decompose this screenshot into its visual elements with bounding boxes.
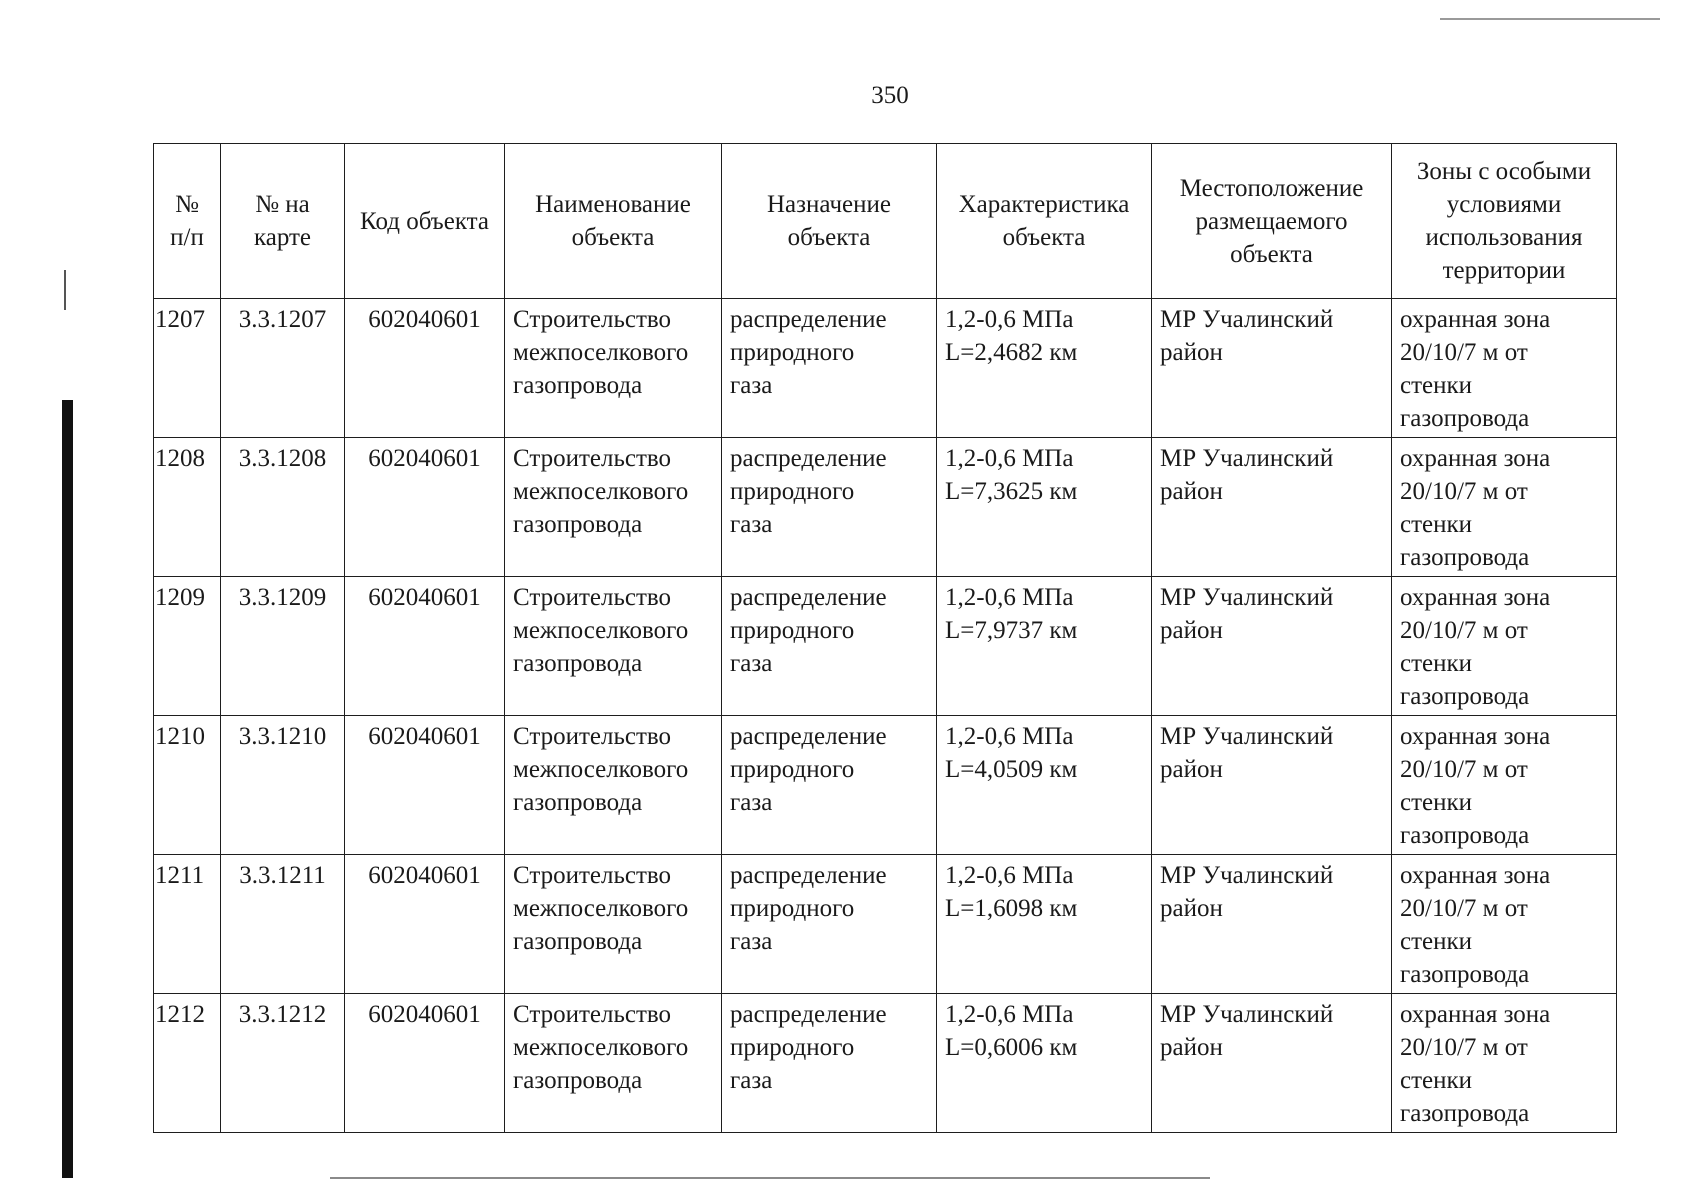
cell-line: распределение bbox=[730, 584, 887, 611]
cell-line: стенки bbox=[1400, 1067, 1473, 1094]
cell-object-location bbox=[1152, 994, 1392, 1133]
cell-line: стенки bbox=[1400, 928, 1473, 955]
cell-line: стенки bbox=[1400, 511, 1473, 538]
cell-object-code: 602040601 bbox=[345, 299, 505, 438]
cell-line: природного bbox=[730, 756, 855, 783]
cell-line: охранная зона bbox=[1400, 723, 1551, 750]
cell-special-zones bbox=[1392, 577, 1617, 716]
cell-line: распределение bbox=[730, 1001, 887, 1028]
objects-table bbox=[153, 143, 1617, 1133]
cell-line: газопровода bbox=[513, 789, 643, 816]
cell-map-number: 3.3.1208 bbox=[221, 438, 345, 577]
cell-line: газопровода bbox=[1400, 1100, 1530, 1127]
cell-line: газопровода bbox=[513, 372, 643, 399]
cell-line: L=4,0509 км bbox=[945, 756, 1078, 783]
header-line: территории bbox=[1442, 257, 1566, 284]
cell-object-purpose bbox=[722, 438, 937, 577]
cell-num: 1210 bbox=[154, 716, 221, 855]
cell-line: 20/10/7 м от bbox=[1400, 1034, 1528, 1061]
cell-object-code: 602040601 bbox=[345, 855, 505, 994]
cell-line: 1,2-0,6 МПа bbox=[945, 862, 1074, 889]
col-header-name bbox=[505, 144, 722, 299]
cell-line: Строительство bbox=[513, 1001, 672, 1028]
cell-line: природного bbox=[730, 895, 855, 922]
cell-line: Строительство bbox=[513, 723, 672, 750]
cell-special-zones bbox=[1392, 716, 1617, 855]
cell-object-name bbox=[505, 855, 722, 994]
header-line: Характеристика bbox=[958, 191, 1130, 218]
cell-line: охранная зона bbox=[1400, 862, 1551, 889]
cell-line: МР Учалинский bbox=[1160, 306, 1334, 333]
col-header-code bbox=[345, 144, 505, 299]
header-line: размещаемого bbox=[1195, 207, 1348, 235]
cell-line: Строительство bbox=[513, 862, 672, 889]
cell-line: L=7,3625 км bbox=[945, 478, 1078, 505]
cell-line: 1,2-0,6 МПа bbox=[945, 445, 1074, 472]
cell-line: межпоселкового bbox=[513, 1034, 689, 1061]
cell-line: газа bbox=[730, 789, 773, 816]
cell-special-zones bbox=[1392, 994, 1617, 1133]
cell-line: охранная зона bbox=[1400, 306, 1551, 333]
header-line: Местоположение bbox=[1179, 174, 1364, 202]
col-header-zones bbox=[1392, 144, 1617, 299]
table-row bbox=[154, 577, 1617, 716]
cell-object-characteristic bbox=[937, 855, 1152, 994]
cell-object-name bbox=[505, 994, 722, 1133]
cell-line: Строительство bbox=[513, 306, 672, 333]
cell-object-purpose bbox=[722, 577, 937, 716]
cell-line: МР Учалинский bbox=[1160, 862, 1334, 889]
cell-line: охранная зона bbox=[1400, 1001, 1551, 1028]
cell-line: 1,2-0,6 МПа bbox=[945, 306, 1074, 333]
cell-line: распределение bbox=[730, 862, 887, 889]
cell-line: Строительство bbox=[513, 445, 672, 472]
cell-object-characteristic bbox=[937, 716, 1152, 855]
cell-map-number: 3.3.1211 bbox=[221, 855, 345, 994]
table-row bbox=[154, 299, 1617, 438]
header-line: Наименование bbox=[535, 191, 691, 218]
cell-map-number: 3.3.1207 bbox=[221, 299, 345, 438]
cell-line: газопровода bbox=[1400, 544, 1530, 571]
cell-object-purpose bbox=[722, 299, 937, 438]
header-line: объекта bbox=[787, 224, 871, 251]
cell-line: L=1,6098 км bbox=[945, 895, 1078, 922]
cell-line: газопровода bbox=[1400, 405, 1530, 432]
cell-object-code: 602040601 bbox=[345, 577, 505, 716]
cell-object-name bbox=[505, 577, 722, 716]
cell-object-location bbox=[1152, 577, 1392, 716]
cell-line: природного bbox=[730, 339, 855, 366]
cell-line: газа bbox=[730, 1067, 773, 1094]
header-line: Назначение bbox=[766, 191, 892, 218]
cell-line: МР Учалинский bbox=[1160, 723, 1334, 750]
cell-line: 20/10/7 м от bbox=[1400, 895, 1528, 922]
cell-line: 20/10/7 м от bbox=[1400, 478, 1528, 505]
cell-object-purpose bbox=[722, 855, 937, 994]
header-line: объекта bbox=[1230, 240, 1313, 268]
cell-special-zones bbox=[1392, 438, 1617, 577]
cell-line: 20/10/7 м от bbox=[1400, 617, 1528, 644]
col-header-location bbox=[1152, 144, 1392, 299]
scan-edge-line-top bbox=[1440, 18, 1660, 20]
cell-line: природного bbox=[730, 1034, 855, 1061]
cell-line: газа bbox=[730, 650, 773, 677]
cell-object-name bbox=[505, 299, 722, 438]
header-line: объекта bbox=[1002, 224, 1086, 251]
cell-special-zones bbox=[1392, 855, 1617, 994]
cell-line: газопровода bbox=[1400, 683, 1530, 710]
cell-line: 1,2-0,6 МПа bbox=[945, 584, 1074, 611]
cell-line: природного bbox=[730, 617, 855, 644]
cell-num: 1209 bbox=[154, 577, 221, 716]
header-row bbox=[154, 144, 1617, 299]
header-line: объекта bbox=[571, 224, 655, 251]
cell-line: МР Учалинский bbox=[1160, 1001, 1334, 1028]
cell-object-characteristic bbox=[937, 438, 1152, 577]
cell-special-zones bbox=[1392, 299, 1617, 438]
col-header-num bbox=[154, 144, 221, 299]
cell-map-number: 3.3.1212 bbox=[221, 994, 345, 1133]
cell-object-purpose bbox=[722, 716, 937, 855]
cell-object-purpose bbox=[722, 994, 937, 1133]
col-header-purpose bbox=[722, 144, 937, 299]
header-line: № bbox=[175, 191, 199, 218]
cell-object-location bbox=[1152, 855, 1392, 994]
cell-line: газопровода bbox=[1400, 822, 1530, 849]
cell-object-characteristic bbox=[937, 994, 1152, 1133]
scan-edge-bar-left bbox=[62, 400, 73, 1178]
cell-num: 1208 bbox=[154, 438, 221, 577]
cell-object-location bbox=[1152, 299, 1392, 438]
header-line: Зоны с особыми bbox=[1416, 158, 1592, 185]
cell-line: газопровода bbox=[1400, 961, 1530, 988]
cell-line: газа bbox=[730, 928, 773, 955]
cell-line: межпоселкового bbox=[513, 478, 689, 505]
table-header bbox=[154, 144, 1617, 299]
cell-object-characteristic bbox=[937, 299, 1152, 438]
table-row bbox=[154, 438, 1617, 577]
header-line: № на bbox=[255, 191, 310, 218]
page-number: 350 bbox=[871, 82, 909, 109]
cell-line: Строительство bbox=[513, 584, 672, 611]
cell-line: МР Учалинский bbox=[1160, 445, 1334, 472]
cell-line: МР Учалинский bbox=[1160, 584, 1334, 611]
cell-num: 1211 bbox=[154, 855, 221, 994]
cell-line: природного bbox=[730, 478, 855, 505]
cell-object-characteristic bbox=[937, 577, 1152, 716]
cell-line: район bbox=[1160, 895, 1223, 922]
header-line: п/п bbox=[170, 224, 204, 251]
cell-line: стенки bbox=[1400, 372, 1473, 399]
cell-line: распределение bbox=[730, 306, 887, 333]
cell-line: район bbox=[1160, 756, 1223, 783]
cell-object-name bbox=[505, 438, 722, 577]
cell-line: L=2,4682 км bbox=[945, 339, 1078, 366]
cell-line: межпоселкового bbox=[513, 895, 689, 922]
cell-line: распределение bbox=[730, 445, 887, 472]
cell-line: распределение bbox=[730, 723, 887, 750]
cell-line: охранная зона bbox=[1400, 445, 1551, 472]
cell-line: газопровода bbox=[513, 928, 643, 955]
cell-line: 1,2-0,6 МПа bbox=[945, 723, 1074, 750]
cell-line: район bbox=[1160, 617, 1223, 644]
cell-num: 1207 bbox=[154, 299, 221, 438]
cell-line: район bbox=[1160, 339, 1223, 366]
cell-line: газопровода bbox=[513, 650, 643, 677]
header-line: карте bbox=[253, 224, 312, 251]
cell-line: межпоселкового bbox=[513, 756, 689, 783]
cell-map-number: 3.3.1209 bbox=[221, 577, 345, 716]
cell-line: газа bbox=[730, 372, 773, 399]
cell-line: газопровода bbox=[513, 1067, 643, 1094]
cell-line: стенки bbox=[1400, 789, 1473, 816]
cell-line: 20/10/7 м от bbox=[1400, 756, 1528, 783]
col-header-map bbox=[221, 144, 345, 299]
cell-line: газопровода bbox=[513, 511, 643, 538]
cell-line: межпоселкового bbox=[513, 617, 689, 644]
cell-line: стенки bbox=[1400, 650, 1473, 677]
cell-line: L=7,9737 км bbox=[945, 617, 1078, 644]
cell-line: район bbox=[1160, 1034, 1223, 1061]
table-row bbox=[154, 994, 1617, 1133]
cell-object-location bbox=[1152, 438, 1392, 577]
cell-line: 20/10/7 м от bbox=[1400, 339, 1528, 366]
table-row bbox=[154, 716, 1617, 855]
cell-num: 1212 bbox=[154, 994, 221, 1133]
cell-line: газа bbox=[730, 511, 773, 538]
cell-map-number: 3.3.1210 bbox=[221, 716, 345, 855]
scan-edge-line-bottom bbox=[330, 1177, 1210, 1179]
cell-line: L=0,6006 км bbox=[945, 1034, 1078, 1061]
cell-line: район bbox=[1160, 478, 1223, 505]
table-row bbox=[154, 855, 1617, 994]
cell-line: охранная зона bbox=[1400, 584, 1551, 611]
header-line: условиями bbox=[1446, 191, 1562, 218]
header-line: Код объекта bbox=[360, 207, 489, 235]
cell-object-code: 602040601 bbox=[345, 994, 505, 1133]
scan-edge-tick-left bbox=[64, 270, 66, 310]
table-body bbox=[154, 299, 1617, 1133]
cell-object-name bbox=[505, 716, 722, 855]
header-line: использования bbox=[1425, 224, 1583, 251]
col-header-characteristic bbox=[937, 144, 1152, 299]
cell-line: 1,2-0,6 МПа bbox=[945, 1001, 1074, 1028]
cell-object-code: 602040601 bbox=[345, 716, 505, 855]
cell-object-location bbox=[1152, 716, 1392, 855]
cell-line: межпоселкового bbox=[513, 339, 689, 366]
cell-object-code: 602040601 bbox=[345, 438, 505, 577]
